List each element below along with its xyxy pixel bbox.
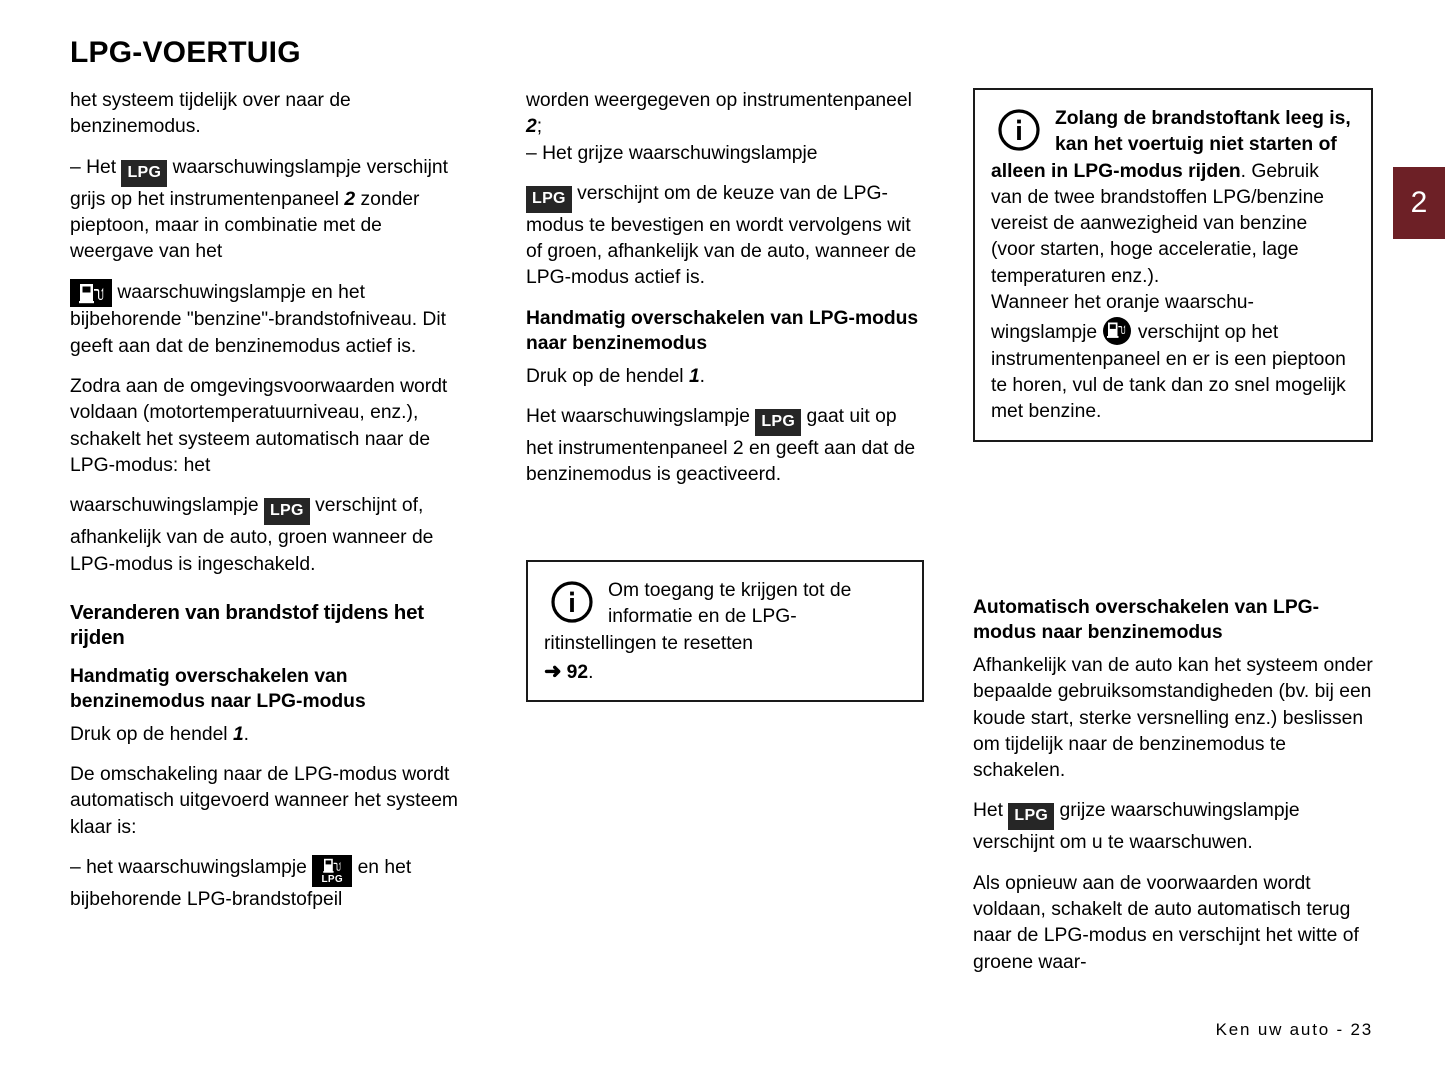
paragraph: Zodra aan de omgevingsvoorwaarden wordt voldaan (motortemperatuurniveau, enz.), schakelt het systeem automatisch naar de LPG-modus: het (70, 376, 448, 476)
chapter-tab-marker: 2 (1393, 167, 1445, 239)
lpg-badge-icon: LPG (1008, 803, 1054, 830)
paragraph: waarschuwingslampje en het bijbehorende "benzine"-brandstofniveau. Dit geeft aan dat de benzinemodus actief is. (70, 279, 470, 360)
sub-heading: Automatisch overschakelen van LPG-modus naar benzinemodus (973, 597, 1320, 643)
fuel-pump-lpg-icon (312, 855, 352, 887)
paragraph: Afhankelijk van de auto kan het systeem onder bepaalde gebruiksomstandigheden (bv. bij een koude start, sterke versnelling enz.) beslissen om tijdelijk naar de benzinemodus te schakelen. (973, 655, 1373, 782)
paragraph: Het LPG grijze waarschuwingslampje verschijnt om u te waarschuwen. (973, 800, 1300, 854)
paragraph: – het waarschuwingslampje LPG en het bijbehorende LPG-brandstofpeil (70, 857, 412, 911)
warning-text-a: . Gebruik van de twee brandstoffen LPG/benzine vereist de aanwezigheid van benzine (voor starten, hoge acceleratie, lage temperaturen enz.). (991, 160, 1325, 287)
paragraph: LPG verschijnt om de keuze van de LPG-modus te bevestigen en wordt vervolgens wit of groen, afhankelijk van de auto, wanneer de LPG-modus actief is. (526, 182, 917, 289)
info-note-frame (526, 560, 924, 702)
info-circle-icon (997, 108, 1041, 152)
paragraph: Het waarschuwingslampje LPG gaat uit op het instrumentenpaneel 2 en geeft aan dat de benzinemodus is geactiveerd. (526, 406, 916, 486)
fuel-pump-icon (70, 279, 112, 307)
text-column-2 (526, 88, 924, 503)
paragraph: – Het LPG waarschuwingslampje verschijnt grijs op het instrumentenpaneel 2 zonder pieptoon, maar in combinatie met de weergave van het (70, 156, 449, 263)
text-column-1 (70, 88, 470, 927)
paragraph: worden weergegeven op instrumentenpaneel 2; (526, 90, 912, 138)
paragraph: Druk op de hendel 1. (526, 365, 706, 387)
lpg-badge-icon: LPG (264, 498, 310, 525)
info-circle-icon (550, 580, 594, 624)
fuel-pump-round-icon (1102, 316, 1132, 346)
arrow-right-icon: ➜ (544, 659, 562, 683)
paragraph: Als opnieuw aan de voorwaarden wordt voldaan, schakelt de auto automatisch terug naar de LPG-modus en verschijnt het witte of groene waar- (973, 872, 1359, 973)
paragraph: Druk op de hendel 1. (70, 723, 250, 745)
page-reference: 92 (566, 661, 589, 683)
paragraph: waarschuwingslampje LPG verschijnt of, afhankelijk van de auto, groen wanneer de LPG-modus is ingeschakeld. (70, 495, 434, 575)
paragraph: De omschakeling naar de LPG-modus wordt automatisch uitgevoerd wanneer het systeem klaar is: (70, 764, 458, 838)
info-note-body (544, 578, 906, 657)
warning-text-c-line: wingslampje verschijnt op het instrumentenpaneel en er is een pieptoon te horen, vul de tank dan zo snel mogelijk met benzine. (991, 316, 1355, 425)
lpg-badge-icon: LPG (121, 160, 167, 187)
warning-box-body (991, 106, 1355, 290)
paragraph: het systeem tijdelijk over naar de benzinemodus. (70, 90, 351, 138)
lpg-badge-icon: LPG (755, 409, 801, 436)
lpg-badge-icon: LPG (526, 186, 572, 213)
info-note-text: Om toegang te krijgen tot de informatie en de LPG-ritinstellingen te resetten (544, 580, 852, 654)
info-note-reference: ➜ 92. (544, 659, 594, 683)
paragraph: – Het grijze waarschuwingslampje (526, 142, 818, 164)
text-column-3 (973, 595, 1373, 990)
sub-heading: Handmatig overschakelen van benzinemodus naar LPG-modus (70, 665, 366, 712)
warning-text-b: Wanneer het oranje waarschu- (991, 292, 1254, 314)
section-heading: Veranderen van brandstof tijdens het rijden (70, 600, 424, 649)
warning-box (973, 88, 1373, 442)
pump-lpg-label: LPG (321, 874, 343, 886)
sub-heading: Handmatig overschakelen van LPG-modus naar benzinemodus (526, 307, 919, 354)
page-footer: Ken uw auto - 23 (1215, 1020, 1373, 1039)
warning-box-frame (973, 88, 1373, 442)
info-note-box (526, 560, 924, 702)
warning-bold-text: Zolang de brandstoftank leeg is, kan het voertuig niet starten of alleen in LPG-modus rijden (991, 108, 1351, 182)
page-title: LPG-VOERTUIG (70, 36, 301, 69)
